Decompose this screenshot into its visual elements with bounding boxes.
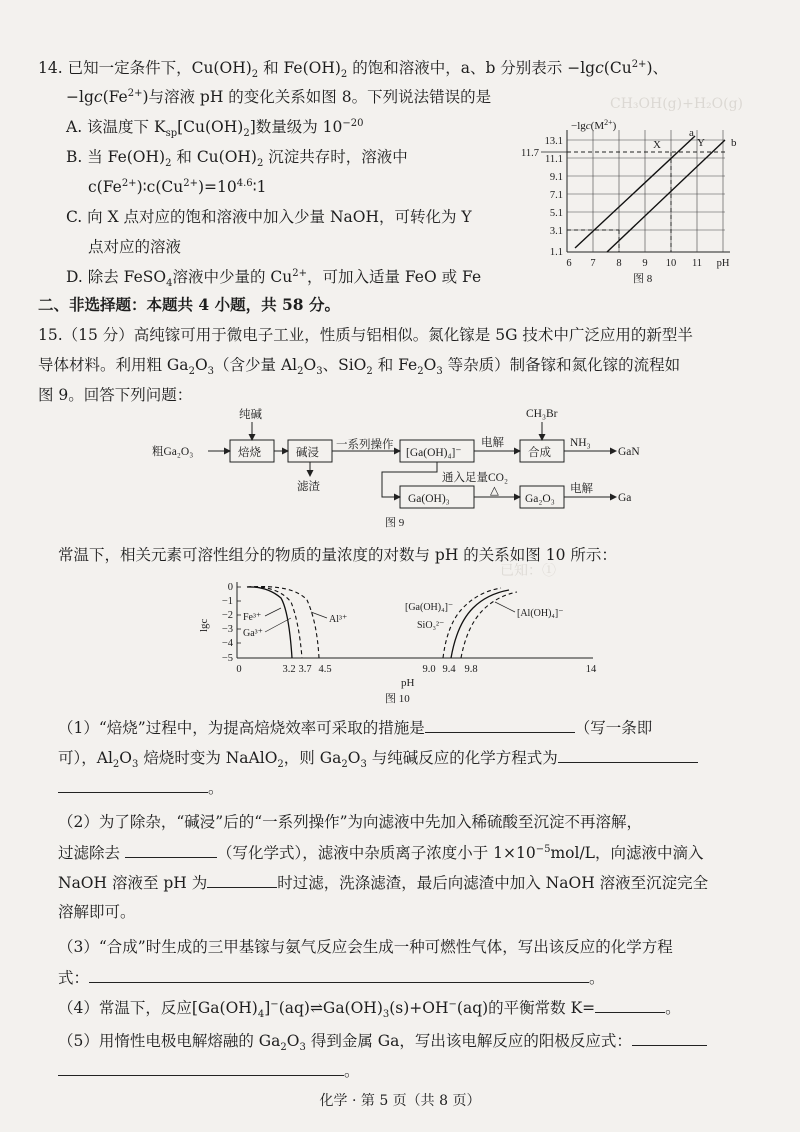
- answer-blank-5a[interactable]: [632, 1030, 707, 1046]
- fig10-xtick: 9.0: [422, 664, 436, 675]
- q15-part2-line2: 过滤除去 （写化学式），滤液中杂质离子浓度小于 $1\times 10^{-5}mol/L$，向滤液中滴入: [58, 843, 704, 862]
- answer-blank-1b[interactable]: [558, 747, 698, 763]
- fig8-line-b: [607, 140, 725, 252]
- page-footer: 化学 · 第 5 页（共 8 页）: [319, 1093, 481, 1109]
- fig8-xtick: 10: [665, 258, 677, 269]
- q14-option-b-line2: $c(Fe^{2+})∶c(Cu^{2+})=10^{4.6}∶1$: [88, 177, 267, 196]
- figure-8-chart: [521, 116, 765, 286]
- fig8-xtick: 6: [566, 258, 572, 269]
- fig8-ytick: 11.1: [545, 154, 563, 165]
- fig10-ytick: −4: [221, 638, 233, 649]
- fig10-xtick: 4.5: [318, 664, 332, 675]
- flow-residue: 滤渣: [297, 481, 320, 493]
- fig10-label-aloh4: [Al(OH)₄]⁻: [517, 608, 564, 619]
- fig10-xlabel: pH: [401, 677, 415, 689]
- q15-part2-line4: 溶解即可。: [58, 903, 136, 921]
- q15-part3-line1: （3）“合成”时生成的三甲基镓与氨气反应会生成一种可燃性气体，写出该反应的化学方程: [58, 938, 673, 956]
- fig10-curve-sio3: [451, 590, 509, 658]
- q15-part5-line1: （5）用惰性电极电解熔融的 $Ga_2O_3$ 得到金属 Ga，写出该电解反应的阳极反应式：: [58, 1030, 707, 1051]
- fig10-ytick: −1: [221, 596, 233, 607]
- fig10-label-ga: Ga³⁺: [243, 628, 263, 639]
- fig10-label-gaoh4: [Ga(OH)₄]⁻: [405, 602, 454, 613]
- fig8-caption: 图 8: [633, 273, 653, 285]
- q14-option-d: D. 除去 FeSO$_4$溶液中少量的 $Cu^{2+}$，可加入适量 FeO 或 Fe: [66, 267, 482, 290]
- fig8-ylabel: $-\lg c(M^{2+})$: [571, 118, 617, 132]
- fig10-xtick: 3.7: [298, 664, 312, 675]
- fig8-label-a: a: [689, 127, 694, 139]
- q15-part2-line1: （2）为了除杂，“碱浸”后的“一系列操作”为向滤液中先加入稀硫酸至沉淀不再溶解，: [58, 813, 643, 831]
- fig8-ytick: 13.1: [544, 136, 563, 147]
- answer-blank-3[interactable]: [89, 967, 589, 983]
- q15-part3-line2: 式： 。: [58, 969, 605, 987]
- q14-option-c-line2: 点对应的溶液: [88, 238, 182, 256]
- q14-stem-line1: 14. 已知一定条件下，$Cu(OH)_2$ 和 $Fe(OH)_2$ 的饱和溶液中，a、b 分别表示 $-\lg c(Cu^{2+})$、: [38, 58, 668, 81]
- flow-ch3br: CH₃Br: [526, 408, 558, 420]
- answer-blank-1c[interactable]: [58, 777, 208, 793]
- answer-blank-2b[interactable]: [207, 872, 277, 888]
- q15-intro-line2: 导体材料。利用粗 $Ga_2O_3$（含少量 $Al_2O_3$、SiO$_2$ 和 $Fe_2O_3$ 等杂质）制备镓和氮化镓的流程如: [38, 356, 681, 378]
- figure-9-flowchart: [150, 400, 650, 530]
- q14-stem-line2: $-\lg c(Fe^{2+})$与溶液 pH 的变化关系如图 8。下列说法错误的是: [66, 87, 492, 106]
- fig8-xlabel: pH: [716, 258, 730, 269]
- q14-option-a: A. 该温度下 $K_{sp}[Cu(OH)_2]$数量级为 $10^{-20}$: [66, 117, 364, 140]
- fig8-ytick: 3.1: [549, 226, 563, 237]
- q15-part1-line2: 可），$Al_2O_3$ 焙烧时变为 NaAlO$_2$，则 $Ga_2O_3$ 与纯碱反应的化学方程式为: [58, 747, 698, 768]
- fig10-xtick: 14: [585, 664, 597, 675]
- bleed-through-text: CH₃OH(g)+H₂O(g): [610, 96, 744, 112]
- flow-raw: 粗Ga₂O₃: [152, 446, 194, 458]
- fig8-xtick: 9: [642, 258, 648, 269]
- flow-synth-label: 合成: [528, 447, 551, 459]
- flow-oxide-label: Ga₂O₃: [525, 493, 555, 505]
- fig10-ytick: −2: [221, 610, 233, 621]
- fig10-xtick: 9.4: [442, 664, 456, 675]
- section-2-heading: 二、非选择题：本题共 4 小题，共 58 分。: [38, 295, 340, 314]
- fig10-ytick: 0: [227, 582, 233, 593]
- answer-blank-1a[interactable]: [425, 717, 575, 733]
- q15-fig10-intro: 常温下，相关元素可溶性组分的物质的量浓度的对数与 pH 的关系如图 10 所示：: [58, 546, 617, 564]
- q15-part1-line1: （1）“焙烧”过程中，为提高焙烧效率可采取的措施是 （写一条即: [58, 719, 653, 737]
- fig10-xtick: 9.8: [464, 664, 478, 675]
- fig8-xtick: 11: [691, 258, 703, 269]
- flow-heat: △: [490, 485, 499, 497]
- q14-option-c-line1: C. 向 X 点对应的饱和溶液中加入少量 NaOH，可转化为 Y: [66, 208, 472, 226]
- flow-gan: GaN: [618, 446, 640, 458]
- fig10-ylabel: lgc: [198, 618, 210, 632]
- q15-intro-line3: 图 9。回答下列问题：: [38, 386, 193, 404]
- figure-10-chart: [195, 572, 615, 707]
- fig9-caption: 图 9: [385, 517, 405, 529]
- fig10-label-fe: Fe³⁺: [243, 612, 262, 623]
- fig8-ytick: 9.1: [549, 172, 563, 183]
- bleed-through-text: 已知：①: [500, 563, 556, 579]
- flow-soda: 纯碱: [239, 409, 262, 421]
- q15-part4: （4）常温下，反应$[Ga(OH)_4]^-(aq)\rightleftharpoons Ga(OH)_3(s)+OH^-(aq)$的平衡常数 K= 。: [58, 998, 681, 1021]
- flow-hydroxide-label: Ga(OH)₃: [408, 493, 450, 505]
- flow-roast-label: 焙烧: [238, 447, 261, 459]
- fig8-label-b: b: [731, 137, 737, 149]
- fig8-ytick: 1.1: [549, 247, 563, 258]
- answer-blank-5b[interactable]: [58, 1060, 344, 1076]
- flow-leach-label: 碱浸: [296, 447, 319, 459]
- fig8-ytick: 5.1: [549, 208, 563, 219]
- fig10-ytick: −3: [221, 624, 233, 635]
- fig10-xtick: 3.2: [282, 664, 296, 675]
- fig8-point-y: Y: [697, 137, 705, 149]
- fig8-ytick-11.7: 11.7: [521, 148, 539, 159]
- flow-electrolysis-1: 电解: [481, 437, 504, 449]
- flow-nh3: NH₃: [570, 437, 591, 449]
- q15-part5-line2: 。: [58, 1060, 360, 1081]
- fig10-ytick: −5: [221, 653, 233, 664]
- fig8-ytick: 7.1: [549, 190, 563, 201]
- fig10-label-sio3: SiO₃²⁻: [417, 620, 445, 631]
- flow-ga: Ga: [618, 492, 632, 504]
- q14-option-b-line1: B. 当 $Fe(OH)_2$ 和 $Cu(OH)_2$ 沉淀共存时，溶液中: [66, 148, 408, 170]
- answer-blank-2a[interactable]: [125, 842, 217, 858]
- flow-co2: 通入足量CO₂: [442, 472, 508, 484]
- fig10-label-al: Al³⁺: [329, 614, 348, 625]
- answer-blank-4[interactable]: [595, 997, 665, 1013]
- fig10-xtick: 0: [236, 664, 242, 675]
- fig10-caption: 图 10: [385, 693, 410, 705]
- fig8-point-x: X: [653, 139, 661, 151]
- flow-complex-label: [Ga(OH)₄]⁻: [406, 447, 462, 459]
- q15-intro-line1: 15.（15 分）高纯镓可用于微电子工业，性质与铝相似。氮化镓是 5G 技术中广泛应用的新型半: [38, 326, 693, 344]
- fig8-xtick: 8: [616, 258, 622, 269]
- q15-part1-line3: 。: [58, 777, 224, 798]
- fig8-xtick: 7: [590, 258, 596, 269]
- flow-series: 一系列操作: [336, 439, 394, 451]
- fig10-curve-gaoh4: [443, 588, 501, 658]
- flow-electrolysis-2: 电解: [570, 483, 593, 495]
- q15-part2-line3: NaOH 溶液至 pH 为 时过滤，洗涤滤渣，最后向滤渣中加入 NaOH 溶液至沉淀完全: [58, 874, 709, 892]
